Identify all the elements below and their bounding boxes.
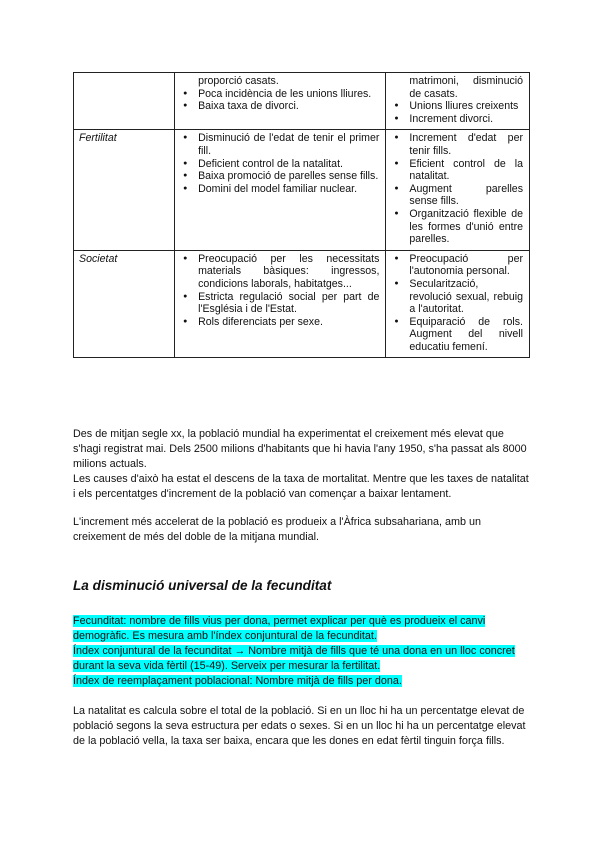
modern-cell [386, 73, 530, 130]
traditional-cell [175, 130, 386, 250]
list-item: ● Poca incidència de les unions lliures. [180, 88, 379, 101]
paragraph-africa: L'increment més accelerat de la població es produeix a l'Àfrica subsahariana, amb un creixement de més del doble de la mitjana mundial. [73, 516, 482, 543]
list-item: ● Eficient control de la natalitat. [391, 158, 523, 183]
list-item: ● Increment divorci. [391, 113, 523, 126]
list-item: ● Augment parelles sense fills. [391, 183, 523, 208]
traditional-cell [175, 250, 386, 358]
table-row [74, 250, 530, 358]
row-label-cell: Societat [74, 250, 175, 358]
list-item: ● Baixa promoció de parelles sense fills. [180, 170, 379, 183]
paragraph-natalitat: La natalitat es calcula sobre el total de la població. Si en un lloc hi ha un percentatge elevat de població segons la seva estructura per edats o sexes. Si en un lloc hi ha un percentatge elevat de la població vella, la taxa ser baixa, encara que les dones en edat fèrtil tinguin força fills. [73, 705, 526, 747]
list-item: ● Organització flexible de les formes d'unió entre parelles. [391, 208, 523, 246]
paragraph-population-growth: Des de mitjan segle xx, la població mundial ha experimentat el creixement més elevat que s'hagi registrat mai. Dels 2500 milions d'habitants que hi havia l'any 1950, s'ha passat als 8000 milions actuals. [73, 428, 527, 470]
highlighted-definitions [73, 614, 529, 689]
row-label-cell: Fertilitat [74, 130, 175, 250]
list-item: ● Increment d'edat per tenir fills. [391, 132, 523, 157]
list-item: ● Deficient control de la natalitat. [180, 158, 379, 171]
list-item: ● Preocupació per l'autonomia personal. [391, 253, 523, 278]
list-item: matrimoni, disminució de casats. [409, 75, 523, 100]
traditional-cell [175, 73, 386, 130]
list-item: ● Equiparació de rols. Augment del nivell educatiu femení. [391, 316, 523, 354]
paragraph-causes: Les causes d'això ha estat el descens de la taxa de mortalitat. Mentre que les taxes de natalitat i els percentatges d'increment de la població van començar a baixar lentament. [73, 473, 529, 500]
comparison-table [73, 72, 530, 358]
definition-fecunditat: Fecunditat: nombre de fills vius per dona, permet explicar per què es produeix el canvi demogràfic. Es mesura amb l'índex conjuntural de la fecunditat. [73, 615, 486, 642]
modern-cell [386, 250, 530, 358]
table-row [74, 73, 530, 130]
list-item: ● Preocupació per les necessitats materials bàsiques: ingressos, condicions laborals, habitatges... [180, 253, 379, 291]
definition-index-conjuntural: Índex conjuntural de la fecunditat → Nombre mitjà de fills que té una dona en un lloc concret durant la seva vida fèrtil (15-49). Serveix per mesurar la fertilitat. [73, 645, 515, 672]
section-heading: La disminució universal de la fecunditat [73, 578, 332, 593]
list-item: ● Baixa taxa de divorci. [180, 100, 379, 113]
definition-index-reemplacament: Índex de reemplaçament poblacional: Nombre mitjà de fills per dona. [73, 675, 402, 687]
row-label-cell [74, 73, 175, 130]
list-item: ● Domini del model familiar nuclear. [180, 183, 379, 196]
list-item: ● Rols diferenciats per sexe. [180, 316, 379, 329]
list-item: ● Unions lliures creixents [391, 100, 523, 113]
modern-cell [386, 130, 530, 250]
table-row [74, 130, 530, 250]
list-item: proporció casats. [198, 75, 279, 87]
list-item: ● Disminució de l'edat de tenir el primer fill. [180, 132, 379, 157]
list-item: ● Estricta regulació social per part de l'Església i de l'Estat. [180, 291, 379, 316]
list-item: ● Secularització, revolució sexual, rebuig a l'autoritat. [391, 278, 523, 316]
